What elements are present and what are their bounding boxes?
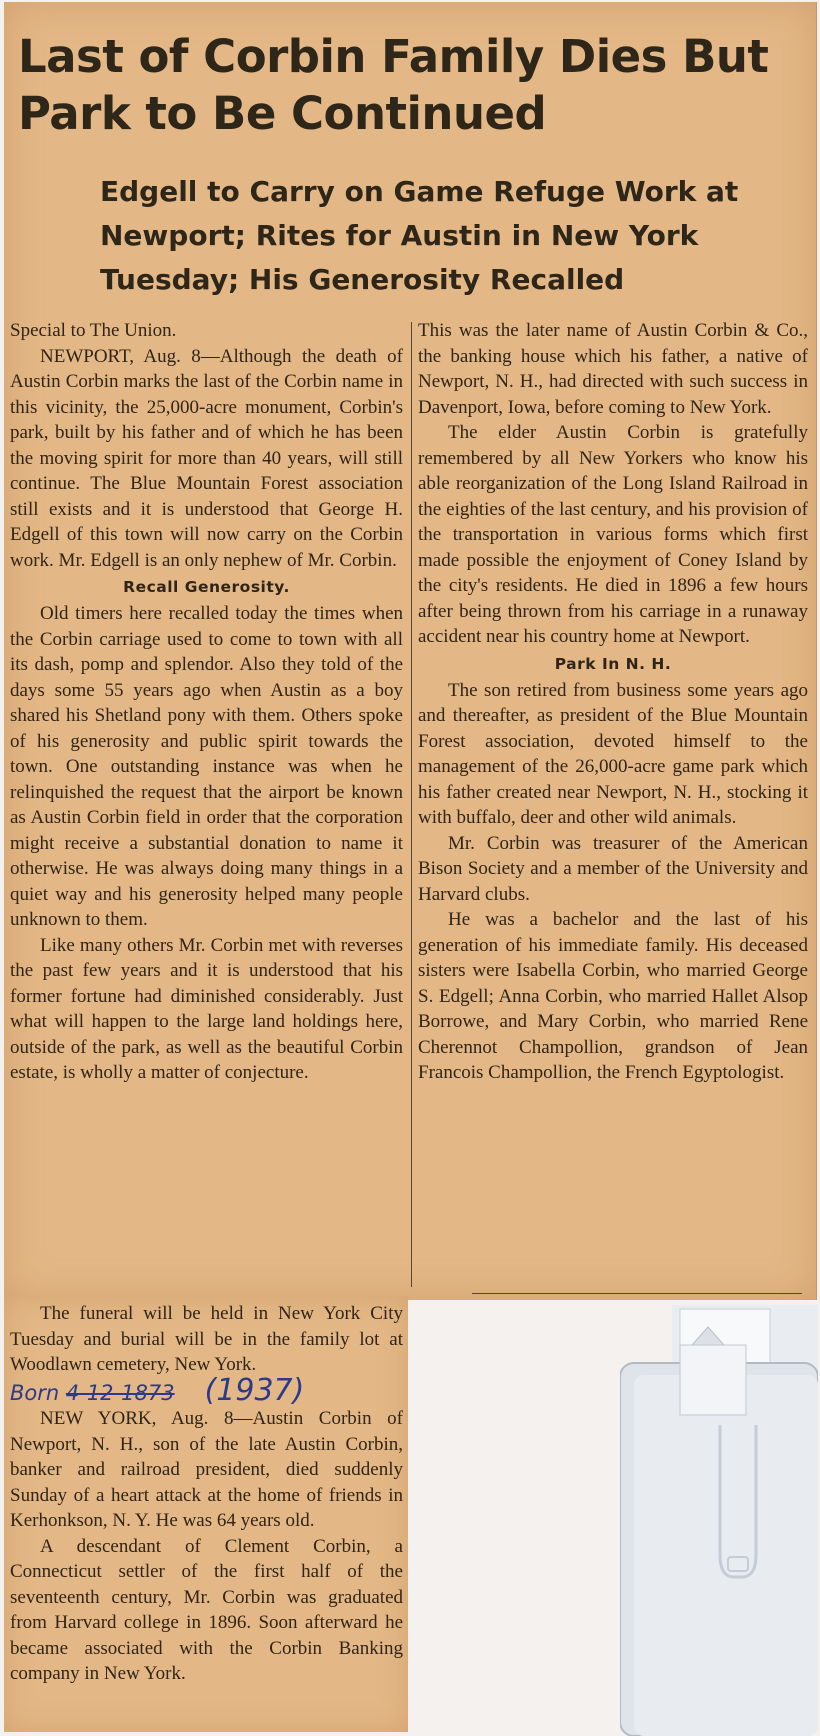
paragraph: Old timers here recalled today the times when the Corbin carriage used to come to town with all its dash, pomp and splendor. Also they told of the days some 55 years ago when Austin as a boy shared his Shetland pony with them. Others spoke of his generosity and public spirit towards the town. One outstanding instance was when he relinquished the request that the airport be known as Austin Corbin field in order that the corporation might receive a substantial donation to name it otherwise. He was always doing many things in a quiet way and his generosity helped many people unknown to them.	[10, 603, 403, 930]
paragraph: NEW YORK, Aug. 8—Austin Corbin of Newport, N. H., son of the late Austin Corbin, banker and railroad president, died suddenly Sunday of a heart attack at the home of friends in Kerhonkson, N. Y. He was 64 years old.	[10, 1408, 403, 1531]
subheadline: Edgell to Carry on Game Refuge Work at Newport; Rites for Austin in New York Tuesday; His Generosity Recalled	[100, 175, 739, 296]
paragraph: A descendant of Clement Corbin, a Connecticut settler of the first half of the seventeenth century, Mr. Corbin was graduated from Harvard college in 1896. Soon afterward he became associated with the Corbin Banking company in New York.	[10, 1535, 403, 1684]
bottom-column	[10, 1301, 403, 1687]
end-rule	[472, 1293, 802, 1294]
paragraph: The son retired from business some years ago and thereafter, as president of the Blue Mountain Forest association, devoted himself to the management of the 26,000-acre game park which his father created near Newport, N. H., stocking it with buffalo, deer and other wild animals.	[418, 679, 808, 828]
paragraph: This was the later name of Austin Corbin & Co., the banking house which his father, a native of Newport, N. H., had directed with such success in Davenport, Iowa, before coming to New York.	[418, 320, 808, 418]
paragraph: The elder Austin Corbin is gratefully remembered by all New Yorkers who know his able reorganization of the Long Island Railroad in the eighties of the last century, and his provision of the transportation in various forms which first made possible the enjoyment of Coney Island by the city's residents. He died in 1896 a few hours after being thrown from his carriage in a runaway accident near his country home at Newport.	[418, 422, 808, 647]
handwritten-year: (1937)	[204, 1372, 305, 1408]
paragraph: He was a bachelor and the last of his generation of his immediate family. His deceased sisters were Isabella Corbin, who married George S. Edgell; Anna Corbin, who married Hallet Alsop Borrowe, and Mary Corbin, who married Rene Cherennot Champollion, grandson of Jean Francois Champollion, the French Egyptologist.	[418, 909, 808, 1083]
paragraph: Like many others Mr. Corbin met with reverses the past few years and it is understood that his former fortune had diminished considerably. Just what will happen to the large land holdings here, outside of the park, as well as the beautiful Corbin estate, is wholly a matter of conjecture.	[10, 934, 403, 1083]
right-column	[418, 318, 808, 1086]
handwritten-struck-date: 4-12-1873	[65, 1380, 175, 1405]
handwritten-note	[10, 1372, 403, 1408]
paragraph: Mr. Corbin was treasurer of the American Bison Society and a member of the University and Harvard clubs.	[418, 832, 808, 905]
paragraph: Special to The Union.	[10, 320, 177, 341]
binder-clip-image	[620, 1305, 818, 1736]
section-heading: Recall Generosity.	[123, 578, 290, 596]
section-heading: Park In N. H.	[554, 654, 672, 673]
handwritten-prefix: Born	[10, 1380, 66, 1405]
headline: Last of Corbin Family Dies But Park to Be Continued	[18, 30, 769, 140]
column-rule	[411, 322, 412, 1287]
paragraph: NEWPORT, Aug. 8—Although the death of Austin Corbin marks the last of the Corbin name in this vicinity, the 25,000-acre monument, Corbin's park, built by his father and of which he has been the moving spirit for more than 40 years, will still continue. The Blue Mountain Forest association still exists and it is understood that George H. Edgell of this town will now carry on the Corbin work. Mr. Edgell is an only nephew of Mr. Corbin.	[10, 345, 403, 571]
paragraph: The funeral will be held in New York City Tuesday and burial will be in the family lot at Woodlawn cemetery, New York.	[10, 1303, 403, 1375]
left-column	[10, 318, 403, 1086]
